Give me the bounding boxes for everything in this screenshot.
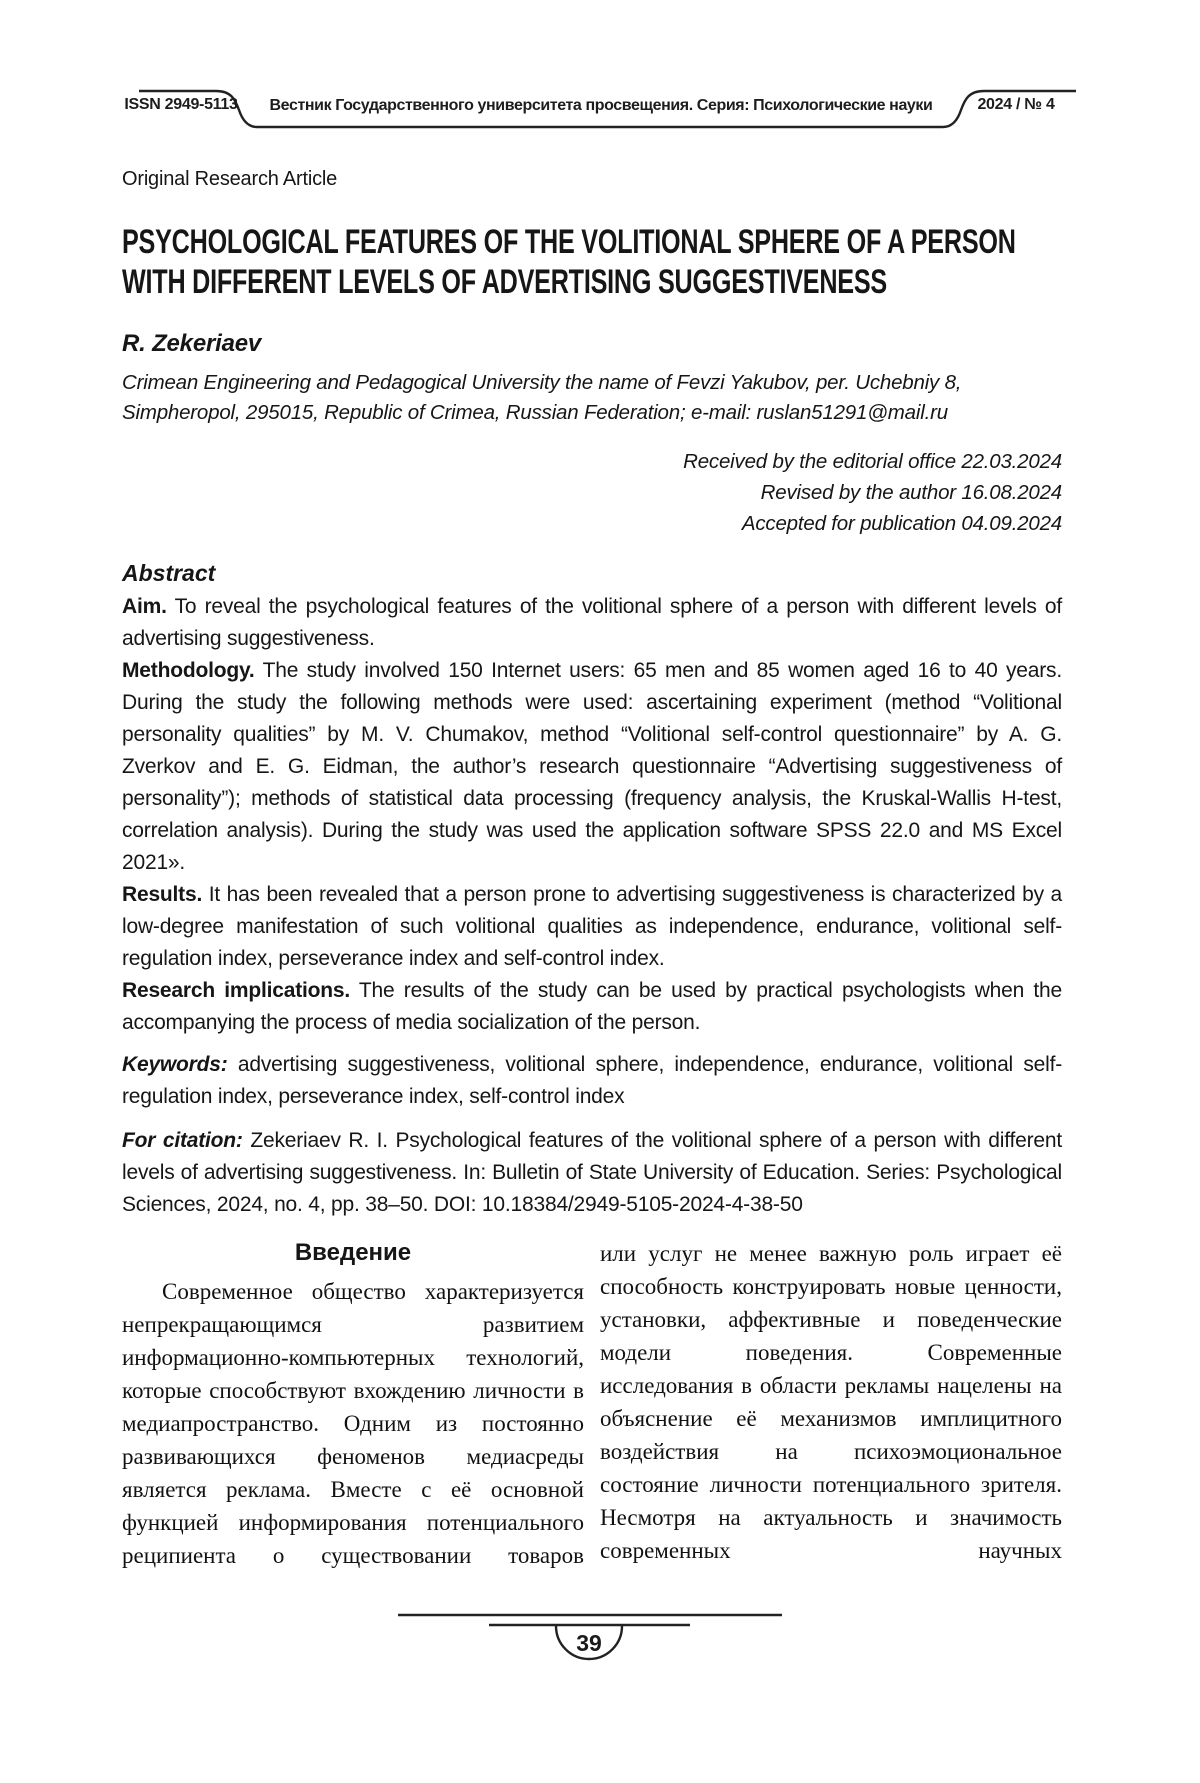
keywords-label: Keywords: — [122, 1053, 228, 1076]
abstract-results — [122, 879, 1062, 975]
results-text: It has been revealed that a person prone to advertising suggestiveness is characterized by a low-degree manifestation of such volitional qualities as independence, endurance, volitional self-regulation index, perseverance index and self-control index. — [122, 883, 1062, 970]
aim-text: To reveal the psychological features of the volitional sphere of a person with different levels of advertising suggestiveness. — [122, 595, 1062, 650]
affiliation-line-2: Simpheropol, 295015, Republic of Crimea, Russian Federation; e-mail: ruslan51291@mail.ru — [122, 401, 948, 424]
intro-column-right — [600, 1237, 1062, 1572]
aim-label: Aim. — [122, 595, 167, 618]
article-type-label: Original Research Article — [122, 168, 338, 190]
header-issue-label: 2024 / № 4 — [977, 96, 1055, 113]
keywords-text: advertising suggestiveness, volitional sphere, independence, endurance, volitional self-regulation index, perseverance index, self-control index — [122, 1053, 1062, 1108]
intro-text-right: или услуг не менее важную роль играет её способность конструировать новые ценности, установки, аффективные и поведенческие модели поведения. Современные исследования в области рекламы нацелены на объяснение её механизмов имплицитного воздействия на психоэмоциональное состояние личности потенциального зрителя. Несмотря на актуальность и значимость современных научных — [600, 1241, 1062, 1563]
abstract-aim — [122, 591, 1062, 655]
results-label: Results. — [122, 883, 203, 906]
date-accepted: Accepted for publication 04.09.2024 — [741, 512, 1062, 535]
editorial-dates — [122, 446, 1062, 539]
implications-label: Research implications. — [122, 979, 351, 1002]
page-title — [122, 222, 1062, 302]
introduction-section — [122, 1237, 1062, 1572]
article-content — [122, 166, 1062, 1572]
intro-column-left — [122, 1237, 584, 1572]
methodology-label: Methodology. — [122, 659, 255, 682]
author-name: R. Zekeriaev — [122, 330, 262, 357]
abstract-heading: Abstract — [122, 560, 216, 586]
intro-text-left: Современное общество характеризуется непрекращающимся развитием информационно-компьютерных технологий, которые способствуют вхождению личности в медиапространство. Одним из постоянно развивающихся феноменов медиасреды является реклама. Вместе с её основной функцией информирования потенциального реципиента о существовании товаров — [122, 1279, 584, 1568]
page-title-line-1: PSYCHOLOGICAL FEATURES OF THE VOLITIONAL SPHERE OF A PERSON — [122, 223, 1016, 261]
footer-ornament — [388, 1604, 812, 1676]
citation-text: Zekeriaev R. I. Psychological features of the volitional sphere of a person with different levels of advertising suggestiveness. In: Bulletin of State University of Education. Series: Psychological Sciences, 2024, no. 4, pp. 38–50. DOI: 10.18384/2949-5105-2024-4-38-50 — [122, 1129, 1062, 1216]
author-affiliation — [122, 368, 1062, 428]
abstract-implications — [122, 975, 1062, 1039]
date-received: Received by the editorial office 22.03.2024 — [683, 450, 1062, 473]
keywords-paragraph — [122, 1049, 1062, 1113]
citation-paragraph — [122, 1125, 1062, 1221]
methodology-text: The study involved 150 Internet users: 65 men and 85 women aged 16 to 40 years. During the study the following methods were used: ascertaining experiment (method “Volitional personality qualities” by M. V. Chumakov, method “Volitional self-control questionnaire” by A. G. Zverkov and E. G. Eidman, the author’s research questionnaire “Advertising suggestiveness of personality”); methods of statistical data processing (frequency analysis, the Kruskal-Wallis H-test, correlation analysis). During the study was used the application software SPSS 22.0 and MS Excel 2021». — [122, 659, 1062, 874]
date-revised: Revised by the author 16.08.2024 — [760, 481, 1062, 504]
page-number: 39 — [576, 1630, 602, 1656]
abstract-methodology — [122, 655, 1062, 879]
header-issn: ISSN 2949-5113 — [124, 96, 238, 113]
header-journal-title: Вестник Государственного университета просвещения. Серия: Психологические науки — [269, 97, 933, 114]
introduction-heading: Введение — [294, 1239, 412, 1266]
affiliation-line-1: Crimean Engineering and Pedagogical University the name of Fevzi Yakubov, per. Uchebniy 8, — [122, 371, 962, 394]
page-title-line-2: WITH DIFFERENT LEVELS OF ADVERTISING SUGGESTIVENESS — [122, 263, 887, 301]
implications-text: The results of the study can be used by practical psychologists when the accompanying the process of media socialization of the person. — [122, 979, 1062, 1034]
citation-label: For citation: — [122, 1129, 243, 1152]
